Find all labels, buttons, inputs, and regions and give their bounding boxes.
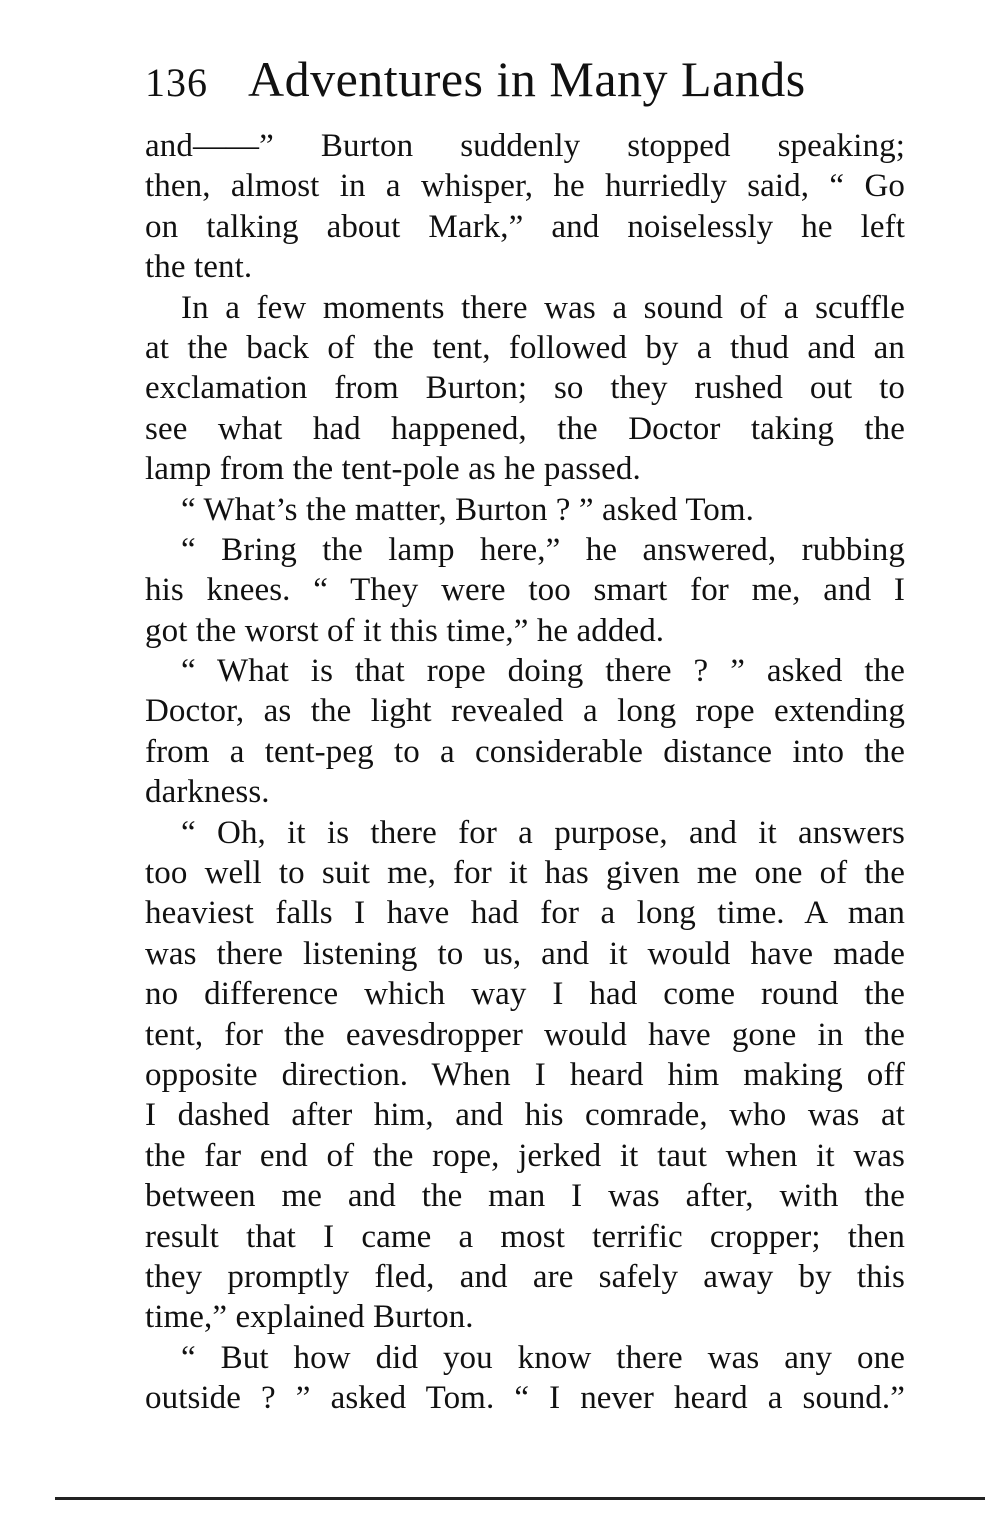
text-line: “ Oh, it is there for a purpose, and it answers bbox=[181, 814, 905, 851]
text-line: too well to suit me, for it has given me one of the bbox=[145, 855, 905, 892]
text-line: outside ? ” asked Tom. “ I never heard a sound.” bbox=[145, 1380, 905, 1417]
text-line: and——” Burton suddenly stopped speaking; bbox=[145, 128, 905, 164]
page-header bbox=[145, 50, 905, 110]
text-line: they promptly fled, and are safely away by this bbox=[145, 1258, 905, 1295]
text-line: “ What is that rope doing there ? ” asked the bbox=[181, 653, 905, 690]
text-line: result that I came a most terrific cropper; then bbox=[145, 1218, 905, 1255]
text-line: time,” explained Burton. bbox=[145, 1299, 474, 1336]
text-line: lamp from the tent-pole as he passed. bbox=[145, 451, 641, 488]
text-line: got the worst of it this time,” he added. bbox=[145, 612, 665, 649]
text-line: “ But how did you know there was any one bbox=[181, 1339, 905, 1376]
text-line: tent, for the eavesdropper would have gone in the bbox=[145, 1016, 905, 1053]
running-title: Adventures in Many Lands bbox=[248, 51, 806, 107]
text-line: see what had happened, the Doctor taking the bbox=[145, 410, 905, 447]
text-line: from a tent-peg to a considerable distance into the bbox=[145, 733, 905, 770]
text-line: on talking about Mark,” and noiselessly he left bbox=[145, 208, 905, 245]
text-line: In a few moments there was a sound of a scuffle bbox=[181, 289, 905, 326]
text-line: his knees. “ They were too smart for me, and I bbox=[145, 572, 905, 609]
text-line: darkness. bbox=[145, 774, 270, 811]
text-line: was there listening to us, and it would have made bbox=[145, 935, 905, 972]
text-line: “ What’s the matter, Burton ? ” asked Tom. bbox=[181, 491, 755, 528]
text-line: opposite direction. When I heard him making off bbox=[145, 1056, 905, 1093]
text-line: I dashed after him, and his comrade, who was at bbox=[145, 1097, 905, 1134]
text-line: Doctor, as the light revealed a long rope extending bbox=[145, 693, 905, 730]
body-text bbox=[145, 126, 905, 1419]
bottom-rule bbox=[55, 1497, 985, 1500]
text-line: heaviest falls I have had for a long time. A man bbox=[145, 895, 905, 932]
text-line: the far end of the rope, jerked it taut when it was bbox=[145, 1137, 905, 1174]
page-number: 136 bbox=[145, 60, 208, 105]
text-line: at the back of the tent, followed by a thud and an bbox=[145, 329, 905, 366]
text-line: no difference which way I had come round the bbox=[145, 976, 905, 1013]
text-line: “ Bring the lamp here,” he answered, rubbing bbox=[181, 531, 905, 568]
text-line: the tent. bbox=[145, 249, 253, 286]
text-line: then, almost in a whisper, he hurriedly said, “ Go bbox=[145, 168, 905, 205]
text-line: exclamation from Burton; so they rushed out to bbox=[145, 370, 905, 407]
text-line: between me and the man I was after, with the bbox=[145, 1178, 905, 1215]
